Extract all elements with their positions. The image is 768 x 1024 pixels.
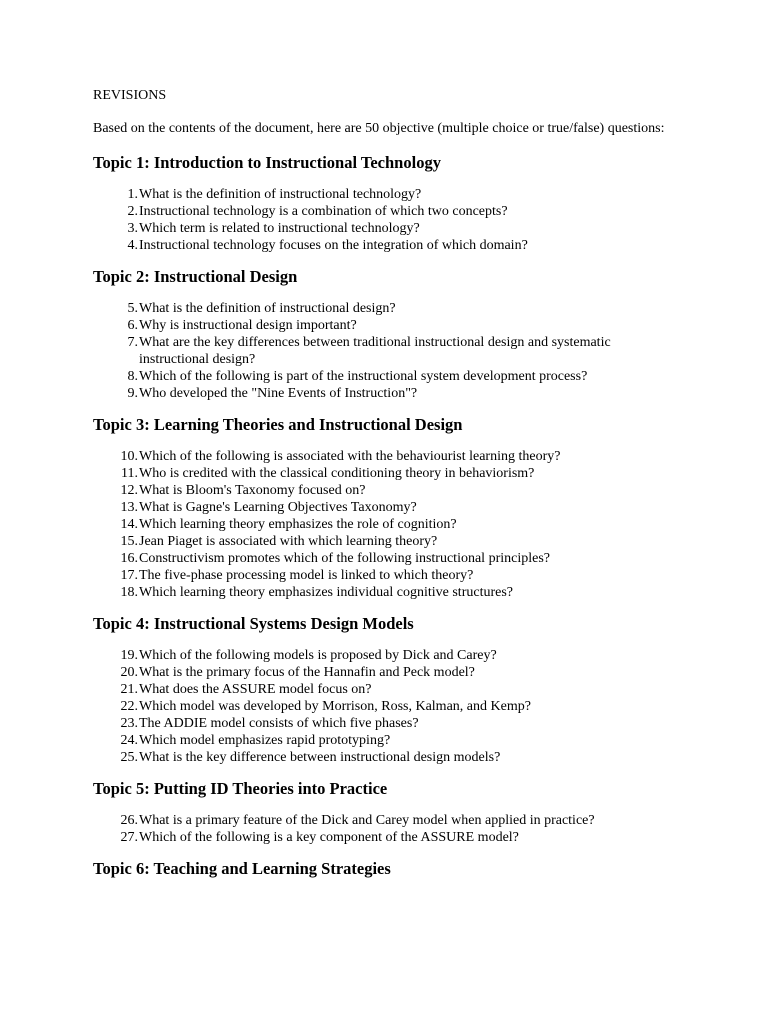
question-number <box>93 317 139 334</box>
question-number-text: 1. <box>127 187 138 202</box>
topic-heading: Topic 1: Introduction to Instructional Technology <box>93 153 441 172</box>
list-item <box>93 533 673 550</box>
question-text: Why is instructional design important? <box>139 318 357 333</box>
question-number <box>93 368 139 385</box>
question-number <box>93 829 139 846</box>
question-number <box>93 664 139 681</box>
question-number-text: 8. <box>127 369 138 384</box>
question-text: Which model was developed by Morrison, Ross, Kalman, and Kemp? <box>139 699 531 714</box>
topic-heading: Topic 4: Instructional Systems Design Models <box>93 614 414 633</box>
list-item <box>93 567 673 584</box>
question-number-text: 25. <box>120 750 138 765</box>
list-item <box>93 584 673 601</box>
question-list <box>93 300 673 402</box>
question-number-text: 10. <box>120 449 138 464</box>
question-number-text: 15. <box>120 534 138 549</box>
list-item <box>93 368 673 385</box>
question-text: What is the key difference between instructional design models? <box>139 750 501 765</box>
list-item <box>93 749 673 766</box>
question-number <box>93 516 139 533</box>
list-item <box>93 681 673 698</box>
question-text: Constructivism promotes which of the following instructional principles? <box>139 551 550 566</box>
list-item <box>93 385 673 402</box>
question-number <box>93 448 139 465</box>
question-text: Who is credited with the classical conditioning theory in behaviorism? <box>139 466 535 481</box>
question-number-text: 6. <box>127 318 138 333</box>
list-item <box>93 516 673 533</box>
list-item <box>93 465 673 482</box>
question-text: Which model emphasizes rapid prototyping? <box>139 733 391 748</box>
question-text: Which of the following is a key component of the ASSURE model? <box>139 830 519 845</box>
question-number-text: 23. <box>120 716 138 731</box>
question-text: The ADDIE model consists of which five phases? <box>139 716 419 731</box>
question-number-text: 18. <box>120 585 138 600</box>
list-item <box>93 300 673 317</box>
list-item <box>93 664 673 681</box>
question-list <box>93 812 673 846</box>
question-text: What is Gagne's Learning Objectives Taxonomy? <box>139 500 417 515</box>
list-item <box>93 715 673 732</box>
topic-heading: Topic 6: Teaching and Learning Strategies <box>93 859 391 878</box>
question-text: What is Bloom's Taxonomy focused on? <box>139 483 366 498</box>
question-number <box>93 715 139 732</box>
question-number <box>93 465 139 482</box>
list-item <box>93 499 673 516</box>
question-number-text: 19. <box>120 648 138 663</box>
document-page <box>93 87 673 892</box>
question-text: The five-phase processing model is linked to which theory? <box>139 568 474 583</box>
question-number-text: 21. <box>120 682 138 697</box>
question-text: Which learning theory emphasizes individual cognitive structures? <box>139 585 513 600</box>
question-number <box>93 533 139 550</box>
question-number-text: 13. <box>120 500 138 515</box>
question-number-text: 7. <box>127 335 138 350</box>
list-item <box>93 448 673 465</box>
question-number <box>93 499 139 516</box>
list-item <box>93 698 673 715</box>
question-number-text: 9. <box>127 386 138 401</box>
question-text: Which term is related to instructional technology? <box>139 221 420 236</box>
question-number <box>93 385 139 402</box>
list-item <box>93 647 673 664</box>
question-number-text: 4. <box>127 238 138 253</box>
question-list <box>93 448 673 601</box>
question-number-text: 3. <box>127 221 138 236</box>
question-text: What is the definition of instructional design? <box>139 301 396 316</box>
list-item <box>93 334 673 368</box>
question-number-text: 26. <box>120 813 138 828</box>
question-text: Which of the following is part of the instructional system development process? <box>139 369 588 384</box>
list-item <box>93 550 673 567</box>
question-number-text: 16. <box>120 551 138 566</box>
list-item <box>93 186 673 203</box>
question-number-text: 12. <box>120 483 138 498</box>
question-text: Which of the following is associated with the behaviourist learning theory? <box>139 449 561 464</box>
question-text: What is a primary feature of the Dick and Carey model when applied in practice? <box>139 813 595 828</box>
question-number <box>93 482 139 499</box>
question-number-text: 11. <box>121 466 138 481</box>
question-number-text: 5. <box>127 301 138 316</box>
question-number-text: 24. <box>120 733 138 748</box>
question-number <box>93 550 139 567</box>
topics-container <box>93 153 673 879</box>
question-number-text: 22. <box>120 699 138 714</box>
question-text: Which of the following models is proposed by Dick and Carey? <box>139 648 497 663</box>
list-item <box>93 317 673 334</box>
question-list <box>93 186 673 254</box>
question-text: What does the ASSURE model focus on? <box>139 682 372 697</box>
question-number <box>93 567 139 584</box>
question-text: Instructional technology focuses on the integration of which domain? <box>139 238 528 253</box>
question-text: Jean Piaget is associated with which learning theory? <box>139 534 438 549</box>
topic-heading: Topic 5: Putting ID Theories into Practice <box>93 779 388 798</box>
question-number-text: 20. <box>120 665 138 680</box>
question-number-text: 27. <box>120 830 138 845</box>
list-item <box>93 812 673 829</box>
question-text: What is the definition of instructional technology? <box>139 187 422 202</box>
question-number <box>93 203 139 220</box>
document-title: REVISIONS <box>93 88 167 103</box>
list-item <box>93 482 673 499</box>
question-number <box>93 749 139 766</box>
question-number <box>93 681 139 698</box>
list-item <box>93 203 673 220</box>
question-list <box>93 647 673 766</box>
question-number <box>93 186 139 203</box>
question-number <box>93 334 139 368</box>
question-number <box>93 300 139 317</box>
question-text: Instructional technology is a combination of which two concepts? <box>139 204 508 219</box>
list-item <box>93 829 673 846</box>
question-text: What is the primary focus of the Hannafin and Peck model? <box>139 665 475 680</box>
question-number <box>93 698 139 715</box>
topic-heading: Topic 3: Learning Theories and Instructional Design <box>93 415 463 434</box>
list-item <box>93 237 673 254</box>
question-number <box>93 220 139 237</box>
question-number <box>93 584 139 601</box>
question-text: Who developed the "Nine Events of Instruction"? <box>139 386 418 401</box>
list-item <box>93 732 673 749</box>
question-number-text: 17. <box>120 568 138 583</box>
question-number <box>93 647 139 664</box>
question-number <box>93 732 139 749</box>
question-text: What are the key differences between traditional instructional design and systematic instructional design? <box>139 335 611 367</box>
question-number <box>93 812 139 829</box>
question-text: Which learning theory emphasizes the role of cognition? <box>139 517 457 532</box>
question-number-text: 14. <box>120 517 138 532</box>
document-intro: Based on the contents of the document, here are 50 objective (multiple choice or true/false) questions: <box>93 121 665 136</box>
topic-heading: Topic 2: Instructional Design <box>93 267 298 286</box>
question-number <box>93 237 139 254</box>
list-item <box>93 220 673 237</box>
question-number-text: 2. <box>127 204 138 219</box>
